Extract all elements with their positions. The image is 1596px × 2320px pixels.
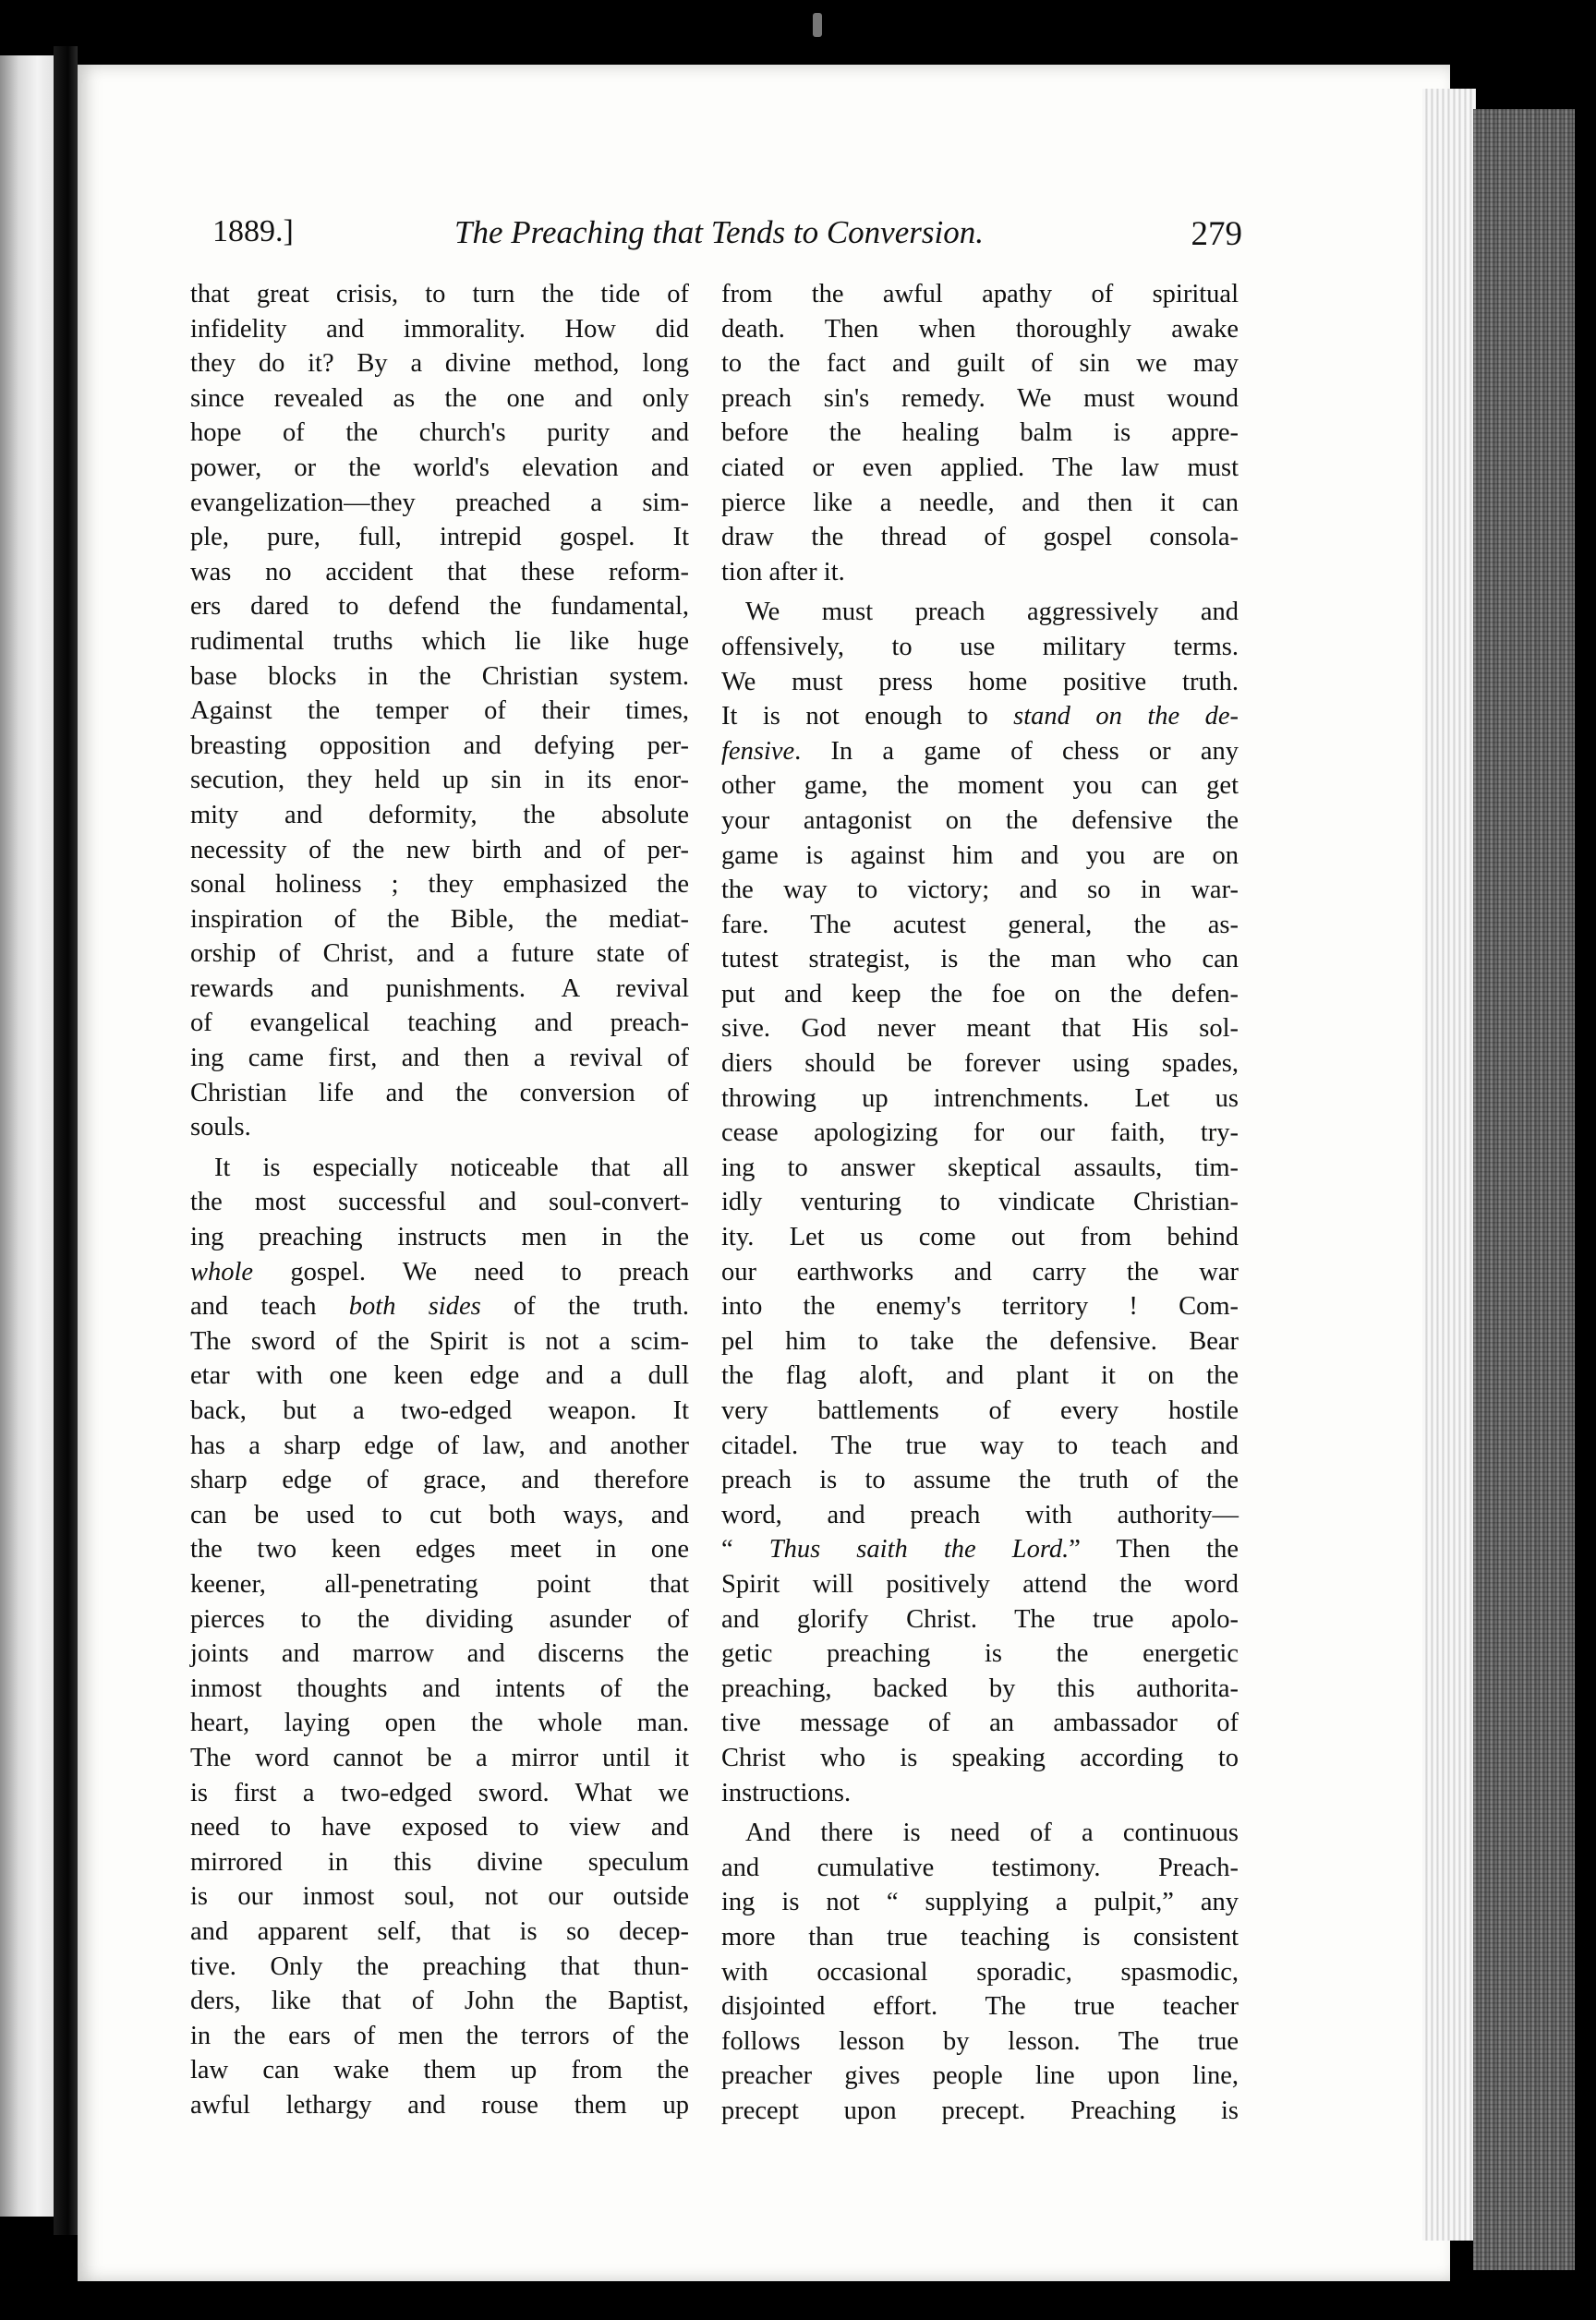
text-line: etar with one keen edge and a dull (190, 1361, 689, 1391)
page-stack-edge (1422, 89, 1476, 2241)
text-line: follows lesson by lesson. The true (721, 2026, 1239, 2056)
text-segment: “ (721, 1535, 769, 1565)
text-line: before the healing balm is appre- (721, 418, 1239, 448)
text-line: inmost thoughts and intents of the (190, 1674, 689, 1703)
text-line: pierce like a needle, and then it can (721, 488, 1239, 517)
italic-text: whole (190, 1257, 254, 1287)
text-line: awful lethargy and rouse them up (190, 2090, 689, 2120)
text-line: has a sharp edge of law, and another (190, 1431, 689, 1460)
text-line: ing came first, and then a revival of (190, 1044, 689, 1073)
text-line: draw the thread of gospel consola- (721, 523, 1239, 552)
text-line: instructions. (721, 1778, 852, 1807)
text-line: fare. The acutest general, the as- (721, 910, 1239, 939)
text-line: necessity of the new birth and of per- (190, 835, 689, 864)
text-line: in the ears of men the terrors of the (190, 2021, 689, 2050)
text-line: ers dared to defend the fundamental, (190, 592, 689, 622)
text-line: keener, all-penetrating point that (190, 1569, 689, 1599)
text-line: Christ who is speaking according to (721, 1743, 1239, 1772)
book-fore-edge (1473, 109, 1575, 2270)
text-line: into the enemy's territory ! Com- (721, 1292, 1239, 1322)
text-line: preach sin's remedy. We must wound (721, 383, 1239, 413)
text-line: is our inmost soul, not our outside (190, 1882, 689, 1912)
text-line: throwing up intrenchments. Let us (721, 1083, 1239, 1113)
text-line: sive. God never meant that His sol- (721, 1014, 1239, 1044)
text-line: with occasional sporadic, spasmodic, (721, 1957, 1239, 1987)
text-line (721, 1532, 1239, 1567)
text-line: offensively, to use military terms. (721, 632, 1239, 661)
book-gutter (54, 46, 78, 2235)
text-line: secution, they held up sin in its enor- (190, 766, 689, 795)
italic-text: both sides (348, 1292, 481, 1322)
italic-text: Thus saith the Lord. (768, 1535, 1070, 1565)
text-line: the way to victory; and so in war- (721, 876, 1239, 905)
previous-page-edge (0, 55, 54, 2217)
text-line: mirrored in this divine speculum (190, 1847, 689, 1877)
text-line: souls. (190, 1113, 251, 1142)
text-line: pel him to take the defensive. Bear (721, 1326, 1239, 1356)
header-title: The Preaching that Tends to Conversion. (454, 214, 984, 250)
text-line: the flag aloft, and plant it on the (721, 1361, 1239, 1391)
text-line: the two keen edges meet in one (190, 1535, 689, 1565)
text-line: getic preaching is the energetic (721, 1639, 1239, 1669)
text-line: very battlements of every hostile (721, 1396, 1239, 1425)
text-line: our earthworks and carry the war (721, 1257, 1239, 1287)
text-line: sonal holiness ; they emphasized the (190, 870, 689, 900)
text-line (190, 1289, 689, 1324)
text-line: Christian life and the conversion of (190, 1078, 689, 1107)
text-segment: ” Then the (1069, 1535, 1239, 1565)
paragraph-start: We must preach aggressively and (745, 598, 1239, 627)
text-line: game is against him and you are on (721, 840, 1239, 870)
text-line: law can wake them up from the (190, 2056, 689, 2085)
right-column (721, 277, 1239, 2128)
text-line: Against the temper of their times, (190, 696, 689, 726)
text-line: cease apologizing for our faith, try- (721, 1118, 1239, 1148)
text-line: more than true teaching is consistent (721, 1922, 1239, 1951)
text-line: ing preaching instructs men in the (190, 1223, 689, 1252)
text-line: Spirit will positively attend the word (721, 1569, 1239, 1599)
text-line: inspiration of the Bible, the mediat- (190, 904, 689, 934)
text-line: We must press home positive truth. (721, 667, 1239, 696)
text-line: ciated or even applied. The law must (721, 453, 1239, 482)
text-line: they do it? By a divine method, long (190, 349, 689, 379)
text-line: ity. Let us come out from behind (721, 1223, 1239, 1252)
text-line: ing to answer skeptical assaults, tim- (721, 1153, 1239, 1182)
text-line (721, 734, 1239, 769)
text-line: ders, like that of John the Baptist, (190, 1987, 689, 2016)
scan-smudge (813, 13, 822, 37)
text-line: put and keep the foe on the defen- (721, 979, 1239, 1009)
text-line: orship of Christ, and a future state of (190, 939, 689, 969)
text-line: precept upon precept. Preaching is (721, 2096, 1239, 2125)
text-segment: gospel. We need to preach (253, 1257, 689, 1287)
left-column (190, 277, 689, 2122)
text-line: tion after it. (721, 557, 845, 586)
text-line: word, and preach with authority— (721, 1500, 1239, 1529)
text-line: joints and marrow and discerns the (190, 1639, 689, 1669)
text-line: is first a two-edged sword. What we (190, 1778, 689, 1807)
text-line: ple, pure, full, intrepid gospel. It (190, 523, 689, 552)
text-line: the most successful and soul-convert- (190, 1188, 689, 1217)
text-line: rudimental truths which lie like huge (190, 626, 689, 656)
text-line: ing is not “ supplying a pulpit,” any (721, 1888, 1239, 1917)
text-line: breasting opposition and defying per- (190, 731, 689, 760)
text-line: was no accident that these reform- (190, 557, 689, 586)
text-line: pierces to the dividing asunder of (190, 1604, 689, 1634)
text-line: need to have exposed to view and (190, 1813, 689, 1843)
text-line: mity and deformity, the absolute (190, 800, 689, 829)
header-year: 1889.] (212, 214, 294, 248)
paragraph-start: It is especially noticeable that all (214, 1153, 689, 1182)
text-segment: and teach (190, 1292, 349, 1322)
text-line: tive message of an ambassador of (721, 1709, 1239, 1738)
text-segment: . In a game of chess or any (794, 736, 1239, 766)
text-line: tutest strategist, is the man who can (721, 945, 1239, 974)
text-line: evangelization—they preached a sim- (190, 488, 689, 517)
text-line: of evangelical teaching and preach- (190, 1009, 689, 1038)
text-line: The sword of the Spirit is not a scim- (190, 1326, 689, 1356)
text-line: preacher gives people line upon line, (721, 2061, 1239, 2091)
running-header (212, 214, 1242, 262)
text-line: other game, the moment you can get (721, 771, 1239, 801)
text-line: and glorify Christ. The true apolo- (721, 1604, 1239, 1634)
text-line: hope of the church's purity and (190, 418, 689, 448)
italic-text: stand on the de- (1013, 702, 1239, 731)
text-line: from the awful apathy of spiritual (721, 280, 1239, 308)
text-line: and cumulative testimony. Preach- (721, 1853, 1239, 1882)
text-line: can be used to cut both ways, and (190, 1500, 689, 1529)
text-line: power, or the world's elevation and (190, 453, 689, 482)
text-line (190, 1255, 689, 1290)
text-segment: It is not enough to (721, 702, 1014, 731)
text-line: that great crisis, to turn the tide of (190, 280, 689, 308)
paragraph-start: And there is need of a continuous (745, 1819, 1239, 1848)
italic-text: fensive (721, 736, 795, 766)
text-line: sharp edge of grace, and therefore (190, 1466, 689, 1495)
text-line: back, but a two-edged weapon. It (190, 1396, 689, 1425)
text-line: and apparent self, that is so decep- (190, 1916, 689, 1946)
text-line: diers should be forever using spades, (721, 1049, 1239, 1079)
text-line: base blocks in the Christian system. (190, 661, 689, 691)
text-line: heart, laying open the whole man. (190, 1709, 689, 1738)
text-segment: of the truth. (480, 1292, 689, 1322)
text-line: idly venturing to vindicate Christian- (721, 1188, 1239, 1217)
text-line: to the fact and guilt of sin we may (721, 349, 1239, 379)
text-line: rewards and punishments. A revival (190, 973, 689, 1003)
page-number: 279 (1191, 215, 1242, 253)
text-line (721, 699, 1239, 734)
text-line: since revealed as the one and only (190, 383, 689, 413)
text-line: preach is to assume the truth of the (721, 1466, 1239, 1495)
text-line: infidelity and immorality. How did (190, 314, 689, 344)
text-line: your antagonist on the defensive the (721, 805, 1239, 835)
text-line: death. Then when thoroughly awake (721, 314, 1239, 344)
text-line: The word cannot be a mirror until it (190, 1743, 689, 1772)
text-line: preaching, backed by this authorita- (721, 1674, 1239, 1703)
text-line: citadel. The true way to teach and (721, 1431, 1239, 1460)
text-line: disjointed effort. The true teacher (721, 1992, 1239, 2022)
text-line: tive. Only the preaching that thun- (190, 1951, 689, 1981)
